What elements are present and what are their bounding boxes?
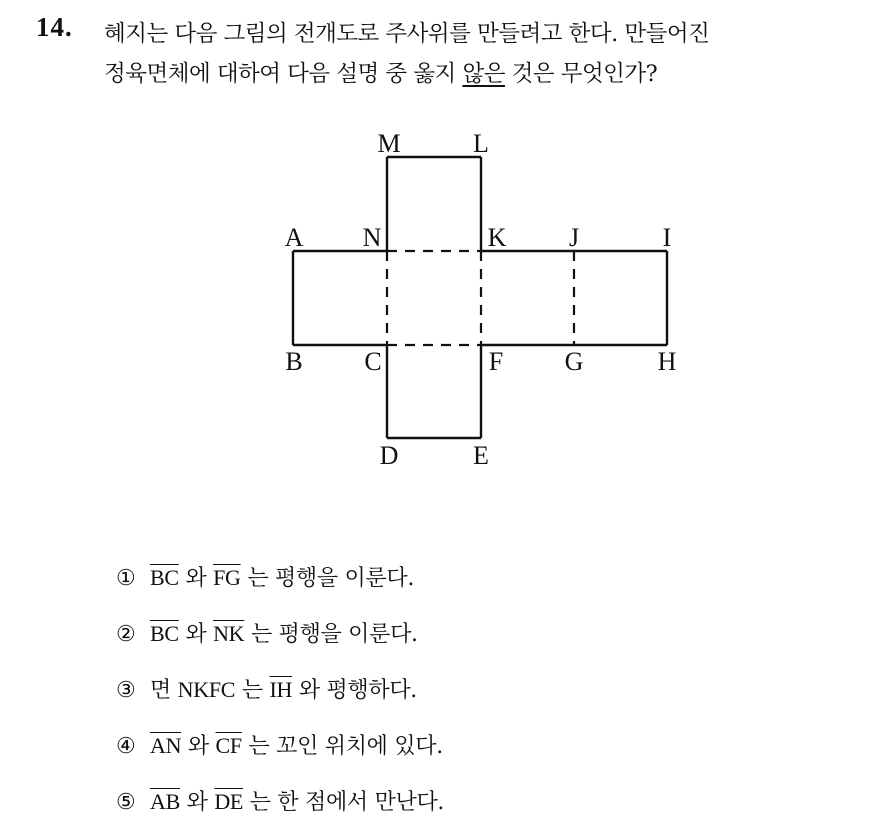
cube-net-figure xyxy=(270,122,690,472)
segment: $\overline{AN}$ xyxy=(150,733,182,758)
face-name: NKFC xyxy=(177,677,236,702)
choice-number: ① xyxy=(116,566,136,591)
label-J: J xyxy=(568,223,580,252)
choice-text: 와 평행하다. xyxy=(292,678,417,703)
choice-text: 와 xyxy=(181,734,216,759)
choice-number: ④ xyxy=(116,734,136,759)
label-N: N xyxy=(362,223,382,252)
choice-4[interactable] xyxy=(116,729,443,760)
segment: $\overline{BC}$ xyxy=(150,565,179,590)
choice-text: 는 꼬인 위치에 있다. xyxy=(241,734,443,759)
question-text-line2-end: 것은 무엇인가? xyxy=(504,61,658,87)
segment: $\overline{BC}$ xyxy=(150,621,179,646)
label-A: A xyxy=(284,223,304,252)
choice-text: 와 xyxy=(179,790,215,815)
solid-edges xyxy=(293,157,667,438)
label-M: M xyxy=(377,129,401,158)
label-H: H xyxy=(657,347,677,376)
segment: $\overline{FG}$ xyxy=(213,565,241,590)
question-text-line2 xyxy=(104,56,657,88)
choice-5[interactable] xyxy=(116,785,444,816)
choice-text: 는 평행을 이룬다. xyxy=(244,622,418,647)
choice-number: ⑤ xyxy=(116,790,136,815)
choice-number: ② xyxy=(116,622,136,647)
segment: $\overline{DE}$ xyxy=(214,789,244,814)
choice-1[interactable] xyxy=(116,561,414,592)
label-F: F xyxy=(488,347,504,376)
question-text-line2-start: 정육면체에 대하여 다음 설명 중 옳지 xyxy=(104,61,463,87)
label-K: K xyxy=(487,223,507,252)
question-number: 14. xyxy=(36,12,73,42)
label-L: L xyxy=(473,129,489,158)
segment: $\overline{NK}$ xyxy=(213,621,245,646)
underlined-emphasis: 않은 xyxy=(462,61,505,87)
label-B: B xyxy=(285,347,303,376)
choice-text: 면 xyxy=(150,678,178,703)
question-text-line1: 혜지는 다음 그림의 전개도로 주사위를 만들려고 한다. 만들어진 xyxy=(104,21,710,47)
fold-lines xyxy=(387,251,574,345)
label-C: C xyxy=(364,347,382,376)
choice-number: ③ xyxy=(116,678,136,703)
label-G: G xyxy=(564,347,584,376)
label-E: E xyxy=(473,441,489,470)
segment: $\overline{AB}$ xyxy=(150,789,180,814)
label-I: I xyxy=(662,223,672,252)
choice-text: 는 평행을 이룬다. xyxy=(240,566,415,591)
choice-2[interactable] xyxy=(116,617,418,648)
segment: $\overline{CF}$ xyxy=(215,733,242,758)
choice-text: 와 xyxy=(178,566,214,591)
choice-text: 와 xyxy=(178,622,214,647)
choice-3[interactable] xyxy=(116,673,417,704)
label-D: D xyxy=(379,441,399,470)
choice-text: 는 xyxy=(235,678,270,703)
segment: $\overline{IH}$ xyxy=(269,677,293,702)
choice-text: 는 한 점에서 만난다. xyxy=(243,790,445,815)
